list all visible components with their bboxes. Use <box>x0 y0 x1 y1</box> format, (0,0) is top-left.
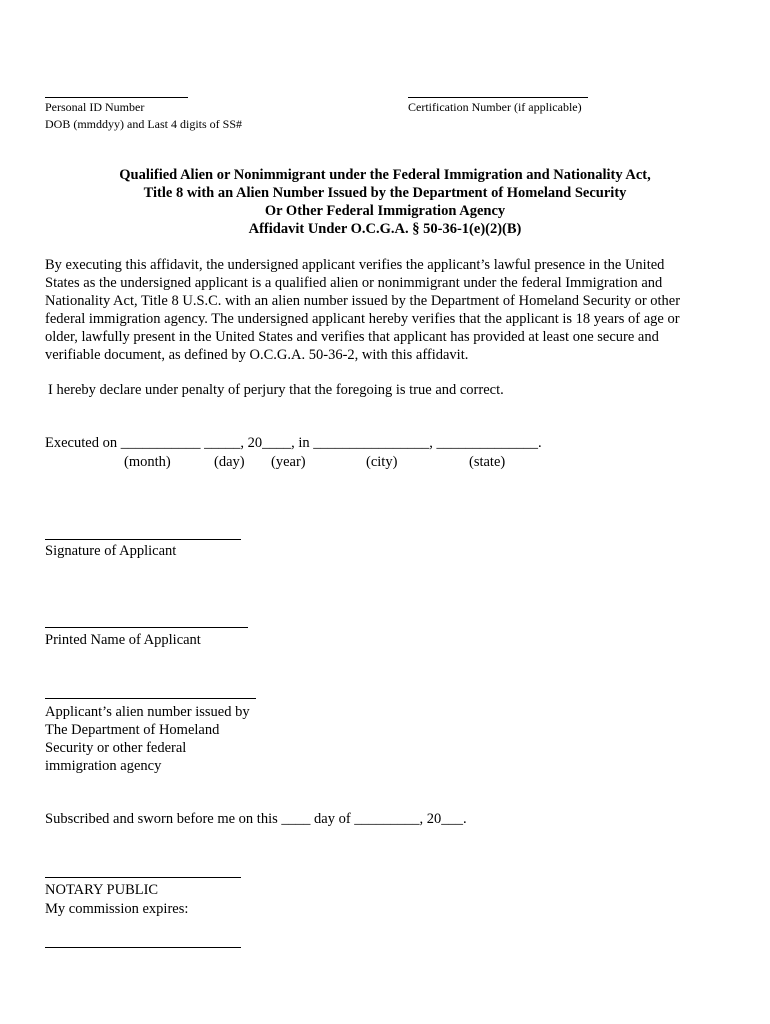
subscribed-line[interactable]: Subscribed and sworn before me on this ____ day of _________, 20___. <box>45 811 467 827</box>
title-line-2: Title 8 with an Alien Number Issued by the Department of Homeland Security <box>143 185 627 201</box>
month-label: (month) <box>124 454 171 470</box>
notary-public-label: NOTARY PUBLIC <box>45 882 159 898</box>
alien-number-label-4: immigration agency <box>45 758 162 774</box>
personal-id-line[interactable] <box>45 97 188 98</box>
affidavit-paragraph <box>45 256 725 364</box>
paragraph-line: older, lawfully present in the United States and verifies that applicant has provided at least one secure and <box>45 329 659 345</box>
signature-line[interactable] <box>45 539 241 540</box>
paragraph-line: federal immigration agency. The undersigned applicant hereby verifies that the applicant is 18 years of age or <box>45 311 680 327</box>
alien-number-label-3: Security or other federal <box>45 740 187 756</box>
state-label: (state) <box>469 454 506 470</box>
certification-number-line[interactable] <box>408 97 588 98</box>
declaration: I hereby declare under penalty of perjury that the foregoing is true and correct. <box>48 382 504 398</box>
executed-on-line[interactable]: Executed on ___________ _____, 20____, in ________________, ______________. <box>45 435 542 451</box>
dob-label: DOB (mmddyy) and Last 4 digits of SS# <box>45 117 242 131</box>
notary-signature-line[interactable] <box>45 877 241 878</box>
title-line-4: Affidavit Under O.C.G.A. § 50-36-1(e)(2)(B) <box>248 221 522 237</box>
title-line-1: Qualified Alien or Nonimmigrant under the Federal Immigration and Nationality Act, <box>119 167 651 183</box>
signature-label: Signature of Applicant <box>45 543 177 559</box>
alien-number-label-1: Applicant’s alien number issued by <box>45 704 250 720</box>
personal-id-label: Personal ID Number <box>45 100 145 114</box>
printed-name-line[interactable] <box>45 627 248 628</box>
certification-label: Certification Number (if applicable) <box>408 100 582 114</box>
printed-name-label: Printed Name of Applicant <box>45 632 201 648</box>
paragraph-line: States as the undersigned applicant is a qualified alien or nonimmigrant under the federal Immigration and <box>45 275 663 291</box>
paragraph-line: By executing this affidavit, the undersigned applicant verifies the applicant’s lawful presence in the United <box>45 257 665 273</box>
alien-number-line[interactable] <box>45 698 256 699</box>
paragraph-line: verifiable document, as defined by O.C.G.A. 50-36-2, with this affidavit. <box>45 347 469 363</box>
city-label: (city) <box>366 454 398 470</box>
paragraph-line: Nationality Act, Title 8 U.S.C. with an alien number issued by the Department of Homeland Security or other <box>45 293 681 309</box>
alien-number-label-2: The Department of Homeland <box>45 722 220 738</box>
title-line-3: Or Other Federal Immigration Agency <box>264 203 506 219</box>
year-label: (year) <box>271 454 306 470</box>
commission-expires-label: My commission expires: <box>45 901 189 917</box>
affidavit-title <box>40 166 730 238</box>
commission-expires-line[interactable] <box>45 947 241 948</box>
day-label: (day) <box>214 454 245 470</box>
